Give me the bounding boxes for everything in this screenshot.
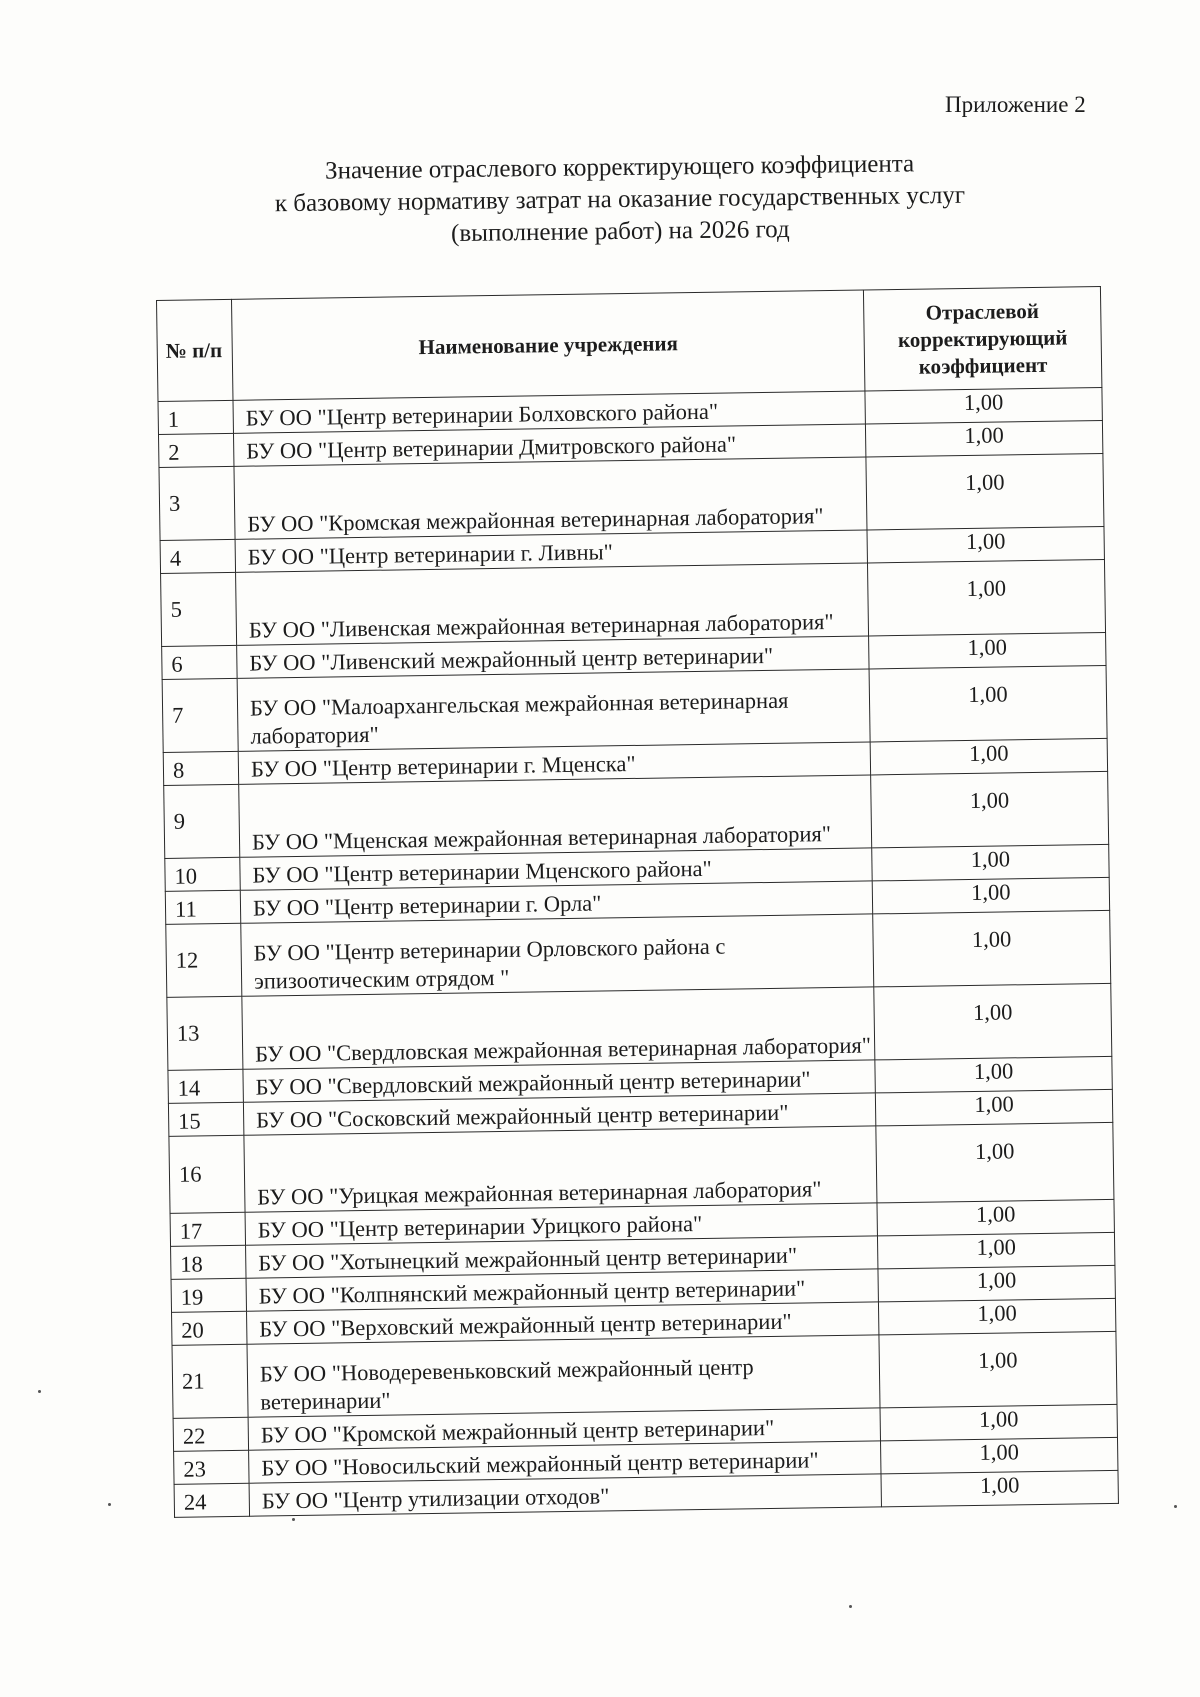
coefficient-table-wrapper xyxy=(156,286,1118,1518)
institution-name: БУ ОО "Центр ветеринарии Орловского района с эпизоотическим отрядом " xyxy=(241,914,874,996)
appendix-label: Приложение 2 xyxy=(945,92,1086,117)
header-num: № п/п xyxy=(157,299,233,401)
row-number: 16 xyxy=(169,1135,245,1213)
institution-name: БУ ОО "Урицкая межрайонная ветеринарная лаборатория" xyxy=(244,1126,877,1212)
header-name: Наименование учреждения xyxy=(231,290,864,400)
institution-name: БУ ОО "Свердловский межрайонный центр ветеринарии" xyxy=(243,1060,875,1102)
table-row xyxy=(167,983,1112,1070)
coefficient-value: 1,00 xyxy=(878,1265,1115,1302)
row-number: 13 xyxy=(167,996,243,1070)
scan-speck xyxy=(1174,1505,1177,1508)
scan-speck xyxy=(849,1605,852,1608)
coefficient-value: 1,00 xyxy=(880,1404,1117,1441)
coefficient-value: 1,00 xyxy=(881,1437,1118,1474)
coefficient-value: 1,00 xyxy=(881,1470,1118,1507)
coefficient-value: 1,00 xyxy=(867,559,1105,636)
institution-name: БУ ОО "Сосковский межрайонный центр ветеринарии" xyxy=(243,1093,875,1135)
row-number: 21 xyxy=(172,1344,248,1418)
row-number: 4 xyxy=(160,539,235,573)
coefficient-value: 1,00 xyxy=(870,738,1107,775)
row-number: 1 xyxy=(158,400,233,434)
row-number: 22 xyxy=(173,1417,248,1451)
coefficient-value: 1,00 xyxy=(874,983,1112,1060)
row-number: 3 xyxy=(159,466,235,540)
institution-name: БУ ОО "Верховский межрайонный центр ветеринарии" xyxy=(247,1302,879,1344)
title-line-1: Значение отраслевого корректирующего коэффициента xyxy=(324,150,915,185)
institution-name: БУ ОО "Мценская межрайонная ветеринарная лаборатория" xyxy=(239,775,872,857)
row-number: 15 xyxy=(168,1102,243,1136)
institution-name: БУ ОО "Центр ветеринарии Мценского района" xyxy=(240,848,872,890)
institution-name: БУ ОО "Кромская межрайонная ветеринарная лаборатория" xyxy=(234,457,867,539)
row-number: 12 xyxy=(166,923,242,997)
institution-name: БУ ОО "Центр ветеринарии г. Мценска" xyxy=(238,742,870,784)
scan-speck xyxy=(38,1390,41,1393)
row-number: 9 xyxy=(164,784,240,858)
scan-speck xyxy=(108,1503,111,1506)
coefficient-value: 1,00 xyxy=(879,1331,1117,1408)
institution-name: БУ ОО "Ливенский межрайонный центр ветеринарии" xyxy=(237,636,869,678)
institution-name: БУ ОО "Центр ветеринарии г. Орла" xyxy=(240,881,872,923)
row-number: 10 xyxy=(165,857,240,891)
institution-name: БУ ОО "Кромской межрайонный центр ветеринарии" xyxy=(248,1408,880,1450)
coefficient-value: 1,00 xyxy=(865,387,1102,424)
row-number: 19 xyxy=(171,1278,246,1312)
institution-name: БУ ОО "Центр ветеринарии Урицкого района" xyxy=(245,1203,877,1245)
document-title xyxy=(169,147,1070,254)
coefficient-value: 1,00 xyxy=(872,877,1109,914)
institution-name: БУ ОО "Хотынецкий межрайонный центр ветеринарии" xyxy=(246,1236,878,1278)
coefficient-value: 1,00 xyxy=(867,526,1104,563)
header-coef: Отраслевой корректирующий коэффициент xyxy=(863,286,1101,391)
coefficient-value: 1,00 xyxy=(878,1298,1115,1335)
institution-name: БУ ОО "Ливенская межрайонная ветеринарная лаборатория" xyxy=(236,563,869,645)
coefficient-value: 1,00 xyxy=(865,420,1102,457)
table-row xyxy=(159,453,1104,540)
institution-name: БУ ОО "Центр ветеринарии Дмитровского района" xyxy=(233,424,865,466)
coefficient-value: 1,00 xyxy=(875,1089,1112,1126)
institution-name: БУ ОО "Свердловская межрайонная ветеринарная лаборатория" xyxy=(242,987,875,1069)
row-number: 6 xyxy=(162,645,237,679)
coefficient-value: 1,00 xyxy=(873,910,1111,987)
table-row xyxy=(169,1122,1114,1213)
row-number: 5 xyxy=(161,572,237,646)
row-number: 17 xyxy=(170,1212,245,1246)
coefficient-value: 1,00 xyxy=(869,665,1107,742)
row-number: 18 xyxy=(171,1245,246,1279)
row-number: 8 xyxy=(163,751,238,785)
row-number: 14 xyxy=(168,1069,243,1103)
row-number: 7 xyxy=(162,678,238,752)
row-number: 11 xyxy=(165,890,240,924)
institution-name: БУ ОО "Новосильский межрайонный центр ветеринарии" xyxy=(249,1441,881,1483)
coefficient-value: 1,00 xyxy=(877,1199,1114,1236)
institution-name: БУ ОО "Колпнянский межрайонный центр ветеринарии" xyxy=(246,1269,878,1311)
row-number: 24 xyxy=(174,1483,249,1517)
coefficient-value: 1,00 xyxy=(871,771,1109,848)
coefficient-table xyxy=(156,286,1119,1518)
coefficient-value: 1,00 xyxy=(866,453,1104,530)
coefficient-value: 1,00 xyxy=(877,1232,1114,1269)
table-row xyxy=(172,1331,1117,1418)
coefficient-value: 1,00 xyxy=(876,1122,1114,1203)
table-row xyxy=(161,559,1106,646)
institution-name: БУ ОО "Малоархангельская межрайонная ветеринарная лаборатория" xyxy=(237,669,870,751)
institution-name: БУ ОО "Центр ветеринарии г. Ливны" xyxy=(235,530,867,572)
title-line-3: (выполнение работ) на 2026 год xyxy=(450,215,790,248)
title-line-2: к базовому нормативу затрат на оказание государственных услуг xyxy=(274,181,966,218)
row-number: 23 xyxy=(174,1450,249,1484)
institution-name: БУ ОО "Центр ветеринарии Болховского района" xyxy=(233,391,865,433)
coefficient-value: 1,00 xyxy=(875,1056,1112,1093)
table-row xyxy=(164,771,1109,858)
table-body xyxy=(158,387,1118,1517)
table-row xyxy=(166,910,1111,997)
coefficient-value: 1,00 xyxy=(869,632,1106,669)
row-number: 2 xyxy=(158,433,233,467)
scan-speck xyxy=(292,1518,295,1521)
table-row xyxy=(162,665,1107,752)
row-number: 20 xyxy=(172,1311,247,1345)
table-header xyxy=(157,286,1102,401)
institution-name: БУ ОО "Новодеревеньковский межрайонный центр ветеринарии" xyxy=(247,1335,880,1417)
institution-name: БУ ОО "Центр утилизации отходов" xyxy=(249,1474,881,1516)
coefficient-value: 1,00 xyxy=(872,844,1109,881)
